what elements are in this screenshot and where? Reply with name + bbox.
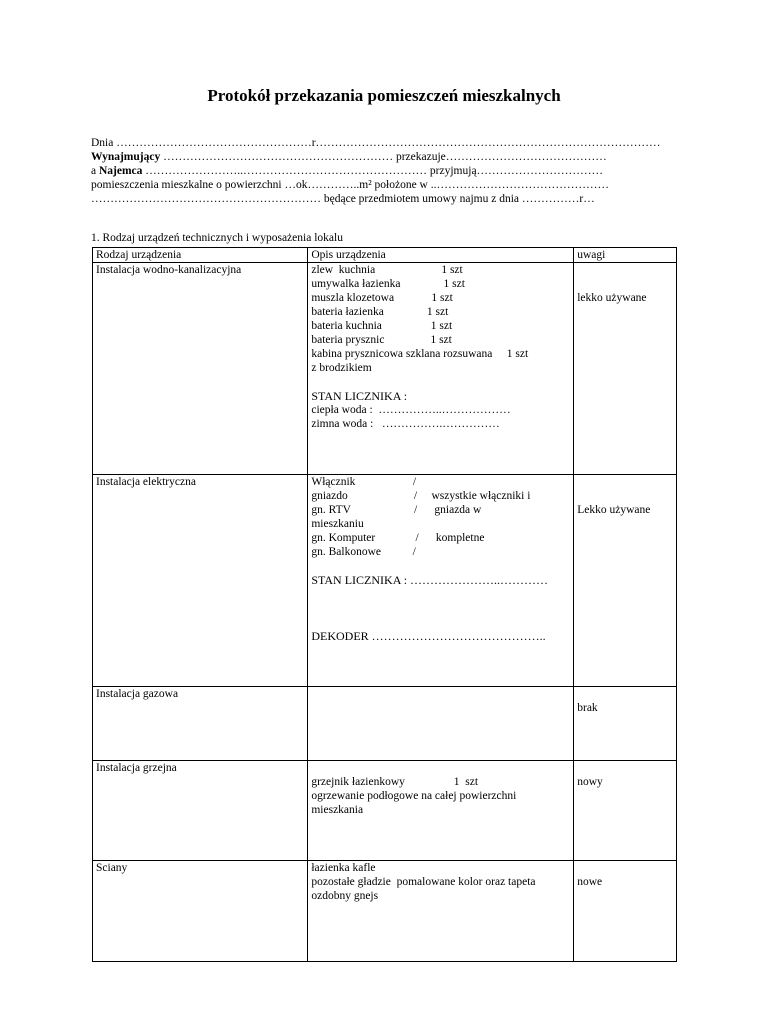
meter-cold-water: zimna woda : …………….…………… [311,418,500,430]
section-title: 1. Rodzaj urządzeń technicznych i wyposażenia lokalu [91,232,343,244]
desc-line: mieszkaniu [311,518,364,530]
desc-line: mieszkania [311,804,364,816]
contract-text: będące przedmiotem umowy najmu z dnia ……………r… [321,193,595,205]
row-note: nowe [574,861,677,962]
desc-line: bateria kuchnia 1 szt [311,320,453,332]
desc-line: muszla klozetowa 1 szt [311,292,453,304]
tenant-prefix: a [91,165,99,177]
desc-line: gn. RTV / gniazda w [311,504,482,516]
desc-line: pozostałe gładzie pomalowane kolor oraz tapeta [311,876,536,888]
row-description [308,475,574,687]
row-note: Lekko używane [574,475,677,687]
desc-line: ozdobny gnejs [311,890,379,902]
row-type: Instalacja wodno-kanalizacyjna [93,263,308,475]
desc-line: gn. Balkonowe / [311,546,416,558]
desc-line: kabina prysznicowa szklana rozsuwana 1 szt [311,348,529,360]
meter-title: STAN LICZNIKA : [311,389,408,403]
desc-line: umywalka łazienka 1 szt [311,278,465,290]
table-header-row [93,248,677,263]
row-description [308,761,574,861]
desc-line: bateria prysznic 1 szt [311,334,452,346]
contract-line [91,193,595,205]
table-row [93,263,677,475]
landlord-label: Wynajmujący [91,151,161,163]
desc-line: Włącznik / [311,476,417,488]
desc-line: łazienka kafle [311,862,376,874]
desc-line: gn. Komputer / kompletne [311,532,485,544]
desc-line: zlew kuchnia 1 szt [311,264,463,276]
tenant-fill: ……………………..………………………………………… przyjmują…………………………… [142,165,604,177]
row-description [308,263,574,475]
desc-line: bateria łazienka 1 szt [311,306,449,318]
row-type: Instalacja grzejna [93,761,308,861]
date-line: Dnia ……………………………………………r……………………………………………………………………………… [91,137,661,149]
row-note: nowy [574,761,677,861]
row-type: Sciany [93,861,308,962]
decoder-line: DEKODER …………………………………….. [311,629,546,643]
table-row [93,687,677,761]
table-row [93,861,677,962]
landlord-line [91,151,607,163]
electric-meter: STAN LICZNIKA : …………………..………… [311,573,549,587]
row-description [308,687,574,761]
desc-line: grzejnik łazienkowy 1 szt [311,776,479,788]
row-note: brak [574,687,677,761]
desc-line: ogrzewanie podłogowe na całej powierzchni [311,790,517,802]
meter-hot-water: ciepła woda : ……………..……………… [311,404,511,416]
desc-line: z brodzikiem [311,362,372,374]
row-note: lekko używane [574,263,677,475]
row-type: Instalacja gazowa [93,687,308,761]
header-description: Opis urządzenia [308,248,574,263]
row-description [308,861,574,962]
row-type: Instalacja elektryczna [93,475,308,687]
landlord-fill: …………………………………………………… przekazuje…………………………………… [160,151,607,163]
table-row [93,761,677,861]
header-type: Rodzaj urządzenia [93,248,308,263]
page-title: Protokół przekazania pomieszczeń mieszkalnych [207,86,561,105]
header-notes: uwagi [574,248,677,263]
table-row [93,475,677,687]
tenant-line [91,165,603,177]
contract-fill: …………………………………………………… [91,193,321,205]
equipment-table [92,247,677,962]
tenant-label: Najemca [98,165,143,177]
desc-line: gniazdo / wszystkie włączniki i [311,490,531,502]
area-line: pomieszczenia mieszkalne o powierzchni …ok…………..m² położone w ..……………………………………… [91,179,609,191]
